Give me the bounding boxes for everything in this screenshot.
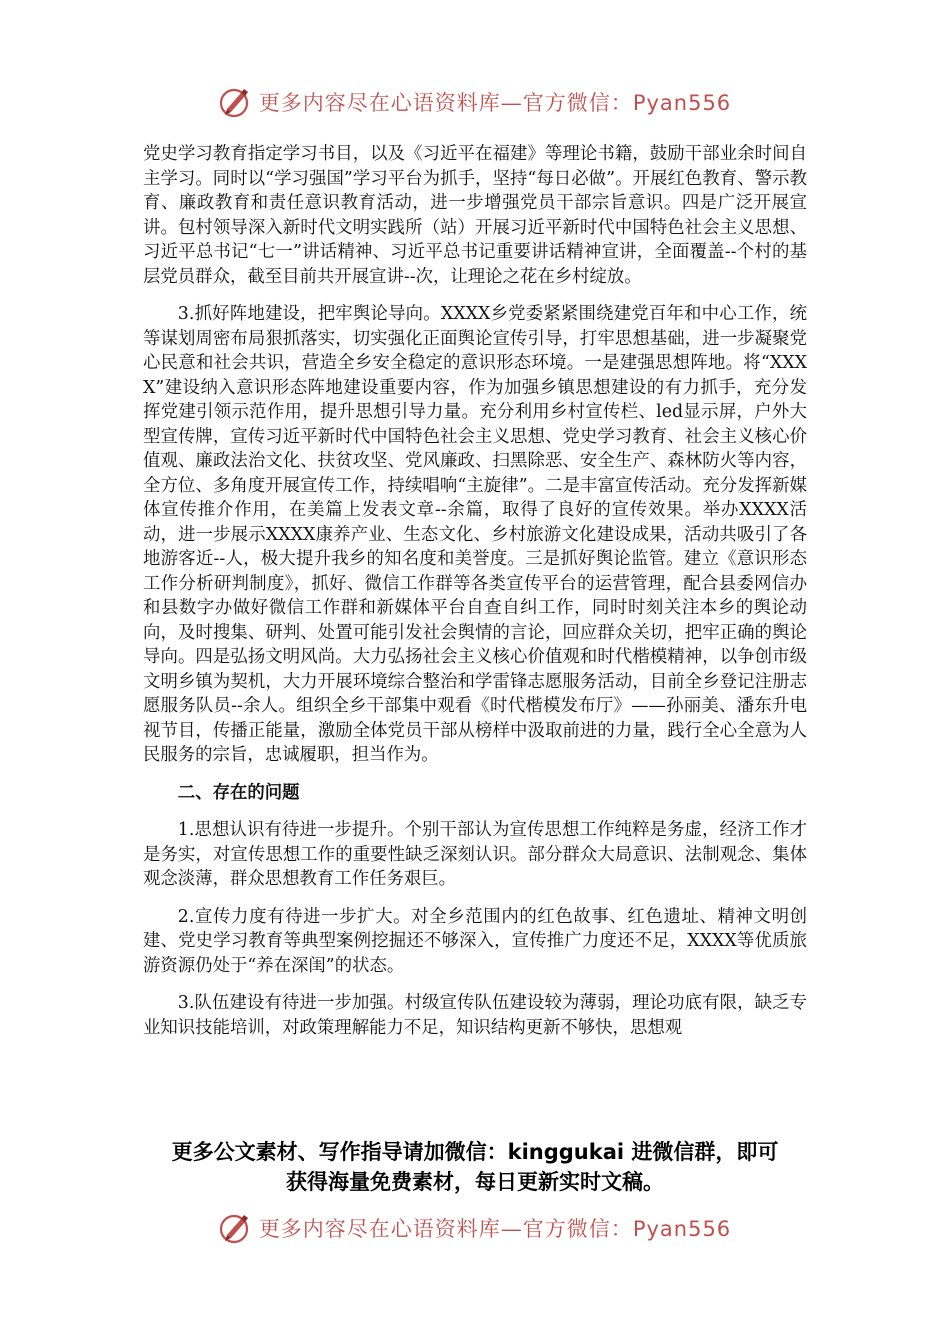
header-wechat-id: Pyan556 — [632, 91, 732, 115]
promo-notice — [0, 1137, 950, 1197]
paragraph-problem-2: 2.宣传力度有待进一步扩大。对全乡范围内的红色故事、红色遗址、精神文明创建、党史学习教育等典型案例挖掘还不够深入，宣传推广力度还不足，XXXX等优质旅游资源仍处于“养在深闺”的状态。 — [143, 906, 807, 976]
paragraph-continued: 党史学习教育指定学习书目，以及《习近平在福建》等理论书籍，鼓励干部业余时间自主学习。同时以“学习强国”学习平台为抓手，坚持“每日必做”。开展红色教育、警示教育、廉政教育和责任意识教育活动，进一步增强党员干部宗旨意识。四是广泛开展宣讲。包村领导深入新时代文明实践所（站）开展习近平新时代中国特色社会主义思想、习近平总书记“七一”讲话精神、习近平总书记重要讲话精神宣讲，全面覆盖--个村的基层党员群众，截至目前共开展宣讲--次，让理论之花在乡村绽放。 — [143, 144, 807, 287]
paragraph-position-building: 3.抓好阵地建设，把牢舆论导向。XXXX乡党委紧紧围绕建党百年和中心工作，统等谋划周密布局狠抓落实，切实强化正面舆论宣传引导，打牢思想基础，进一步凝聚党心民意和社会共识，营造全乡安全稳定的意识形态环境。一是建强思想阵地。将“XXXX”建设纳入意识形态阵地建设重要内容，作为加强乡镇思想建设的有力抓手，充分发挥党建引领示范作用，提升思想引导力量。充分利用乡村宣传栏、led显示屏，户外大型宣传牌，宣传习近平新时代中国特色社会主义思想、党史学习教育、社会主义核心价值观、廉政法治文化、扶贫攻坚、党风廉政、扫黑除恶、安全生产、森林防火等内容，全方位、多角度开展宣传工作，持续唱响“主旋律”。二是丰富宣传活动。充分发挥新媒体宣传推介作用，在美篇上发表文章--余篇，取得了良好的宣传效果。举办XXXX活动，进一步展示XXXX康养产业、生态文化、乡村旅游文化建设成果，活动共吸引了各地游客近--人，极大提升我乡的知名度和美誉度。三是抓好舆论监管。建立《意识形态工作分析研判制度》，抓好、微信工作群等各类宣传平台的运营管理，配合县委网信办和县数字办做好微信工作群和新媒体平台自查自纠工作，同时时刻关注本乡的舆论动向，及时搜集、研判、处置可能引发社会舆情的言论，回应群众关切，把牢正确的舆论导向。四是弘扬文明风尚。大力弘扬社会主义核心价值观和时代楷模精神，以争创市级文明乡镇为契机，大力开展环境综合整治和学雷锋志愿服务活动，目前全乡登记注册志愿服务队员--余人。组织全乡干部集中观看《时代楷模发布厅》——孙丽美、潘东升电视节目，传播正能量，激励全体党员干部从榜样中汲取前进的力量，践行全心全意为人民服务的宗旨，忠诚履职，担当作为。 — [143, 304, 807, 765]
document-body — [143, 142, 807, 1053]
footer-banner-text — [259, 1213, 731, 1243]
section-heading-problems: 二、存在的问题 — [177, 782, 300, 803]
header-banner-text — [259, 87, 731, 117]
pen-logo-icon — [219, 1211, 253, 1245]
footer-banner — [0, 1208, 950, 1248]
promo-line-2: 获得海量免费素材，每日更新实时文稿。 — [286, 1170, 664, 1194]
paragraph-problem-3: 3.队伍建设有待进一步加强。村级宣传队伍建设较为薄弱，理论功底有限，缺乏专业知识技能培训，对政策理解能力不足，知识结构更新不够快，思想观 — [143, 993, 807, 1038]
header-banner — [0, 82, 950, 122]
footer-wechat-id: Pyan556 — [632, 1217, 732, 1241]
paragraph-problem-1: 1.思想认识有待进一步提升。个别干部认为宣传思想工作纯粹是务虚，经济工作才是务实，对宣传思想工作的重要性缺乏深刻认识。部分群众大局意识、法制观念、集体观念淡薄，群众思想教育工作任务艰巨。 — [143, 820, 807, 889]
header-banner-label: 更多内容尽在心语资料库—官方微信： — [258, 91, 633, 115]
footer-banner-label: 更多内容尽在心语资料库—官方微信： — [258, 1217, 633, 1241]
pen-logo-icon — [219, 85, 253, 119]
promo-line-1: 更多公文素材、写作指导请加微信：kinggukai 进微信群，即可 — [171, 1140, 779, 1164]
